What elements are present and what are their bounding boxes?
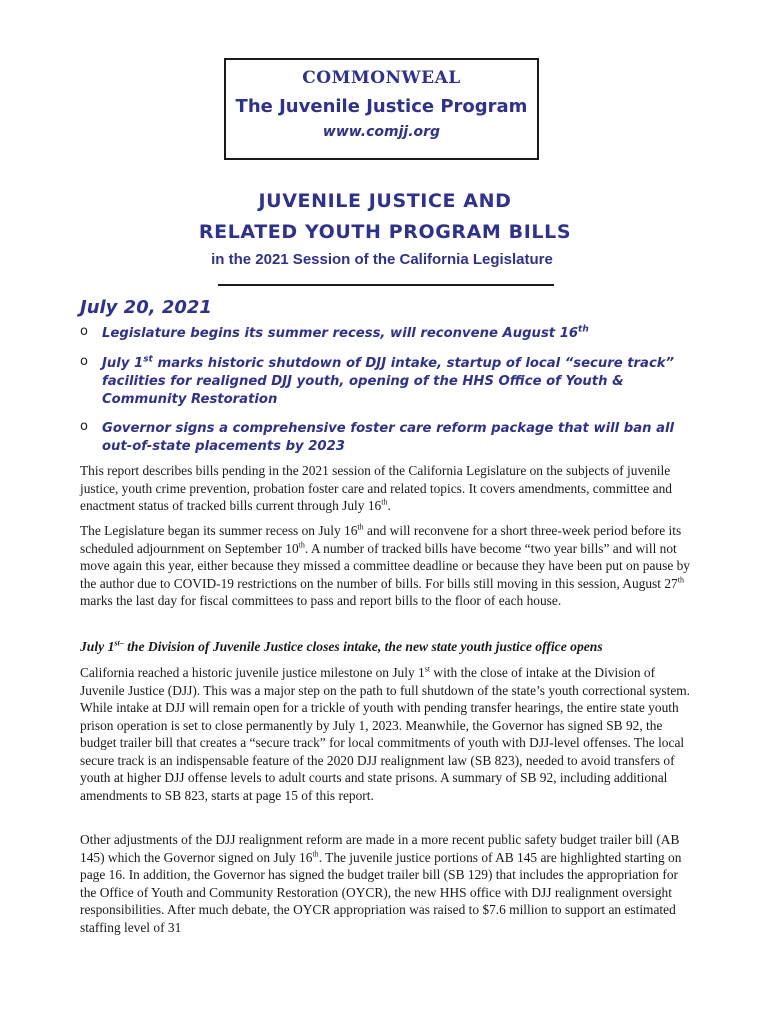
report-date: July 20, 2021 (80, 297, 212, 318)
bullet-marker: o (80, 419, 88, 434)
djj-paragraph: California reached a historic juvenile justice milestone on July 1st with the close of intake at the Division of Juvenile Justice (DJJ). This was a major step on the path to full shutdown of the state’s youth correctional system. While intake at DJJ will remain open for a trickle of youth with pending transfer hearings, the entire state youth prison operation is set to close permanently by July 1, 2023. Meanwhile, the Governor has signed SB 92, the budget trailer bill that creates a “secure track” for local commitments of youth with DJJ-level offenses. The local secure track is an indispensable feature of the 2020 DJJ realignment law (SB 823), needed to avoid transfers of youth at higher DJJ offense levels to adult courts and state prisons. A summary of SB 92, including additional amendments to SB 823, starts at page 15 of this report. (80, 664, 691, 803)
highlight-text: July 1st marks historic shutdown of DJJ intake, startup of local “secure track” facilities for realigned DJJ youth, opening of the HHS Office of Youth & Community Restoration (102, 354, 675, 407)
highlight-text: Governor signs a comprehensive foster care reform package that will ban all out-of-state placements by 2023 (102, 421, 675, 454)
realignment-paragraph: Other adjustments of the DJJ realignment reform are made in a more recent public safety budget trailer bill (AB 145) which the Governor signed on July 16th. The juvenile justice portions of AB 145 are highlighted starting on page 16. In addition, the Governor has signed the budget trailer bill (SB 129) that includes the appropriation for the Office of Youth and Community Restoration (OYCR), the new HHS office with DJJ realignment oversight responsibilities. After much debate, the OYCR appropriation was raised to $7.6 million to support an estimated staffing level of 31 (80, 832, 682, 935)
intro-paragraph: This report describes bills pending in the 2021 session of the California Legislature on the subjects of juvenile justice, youth crime prevention, probation foster care and related topics. It covers amendments, committee and enactment status of tracked bills current through July 16th. (80, 463, 672, 513)
report-title-line-2: RELATED YOUTH PROGRAM BILLS (198, 221, 572, 243)
program-name: The Juvenile Justice Program (235, 96, 528, 117)
website-link[interactable]: www.comjj.org (322, 124, 441, 140)
report-subtitle: in the 2021 Session of the California Legislature (211, 251, 553, 268)
bullet-marker: o (80, 354, 88, 369)
title-divider (218, 284, 554, 286)
highlight-text: Legislature begins its summer recess, will reconvene August 16th (102, 324, 589, 341)
bullet-marker: o (80, 324, 88, 339)
section-heading: July $1^{st-}$ the Division of Juvenile Justice closes intake, the new state youth justice office opens (80, 638, 603, 654)
report-title-line-1: JUVENILE JUSTICE AND (258, 190, 512, 212)
org-name: COMMONWEAL (302, 68, 461, 88)
header-box (224, 58, 539, 160)
recess-paragraph: The Legislature began its summer recess on July 16th and will reconvene for a short three-week period before its scheduled adjournment on September 10th. A number of tracked bills have become “two year bills” and will not move again this year, either because they missed a committee deadline or because they have been put on pause by the author due to COVID-19 restrictions on the number of bills. For bills still moving in this session, August 27th marks the last day for fiscal committees to pass and report bills to the floor of each house. (80, 522, 690, 608)
